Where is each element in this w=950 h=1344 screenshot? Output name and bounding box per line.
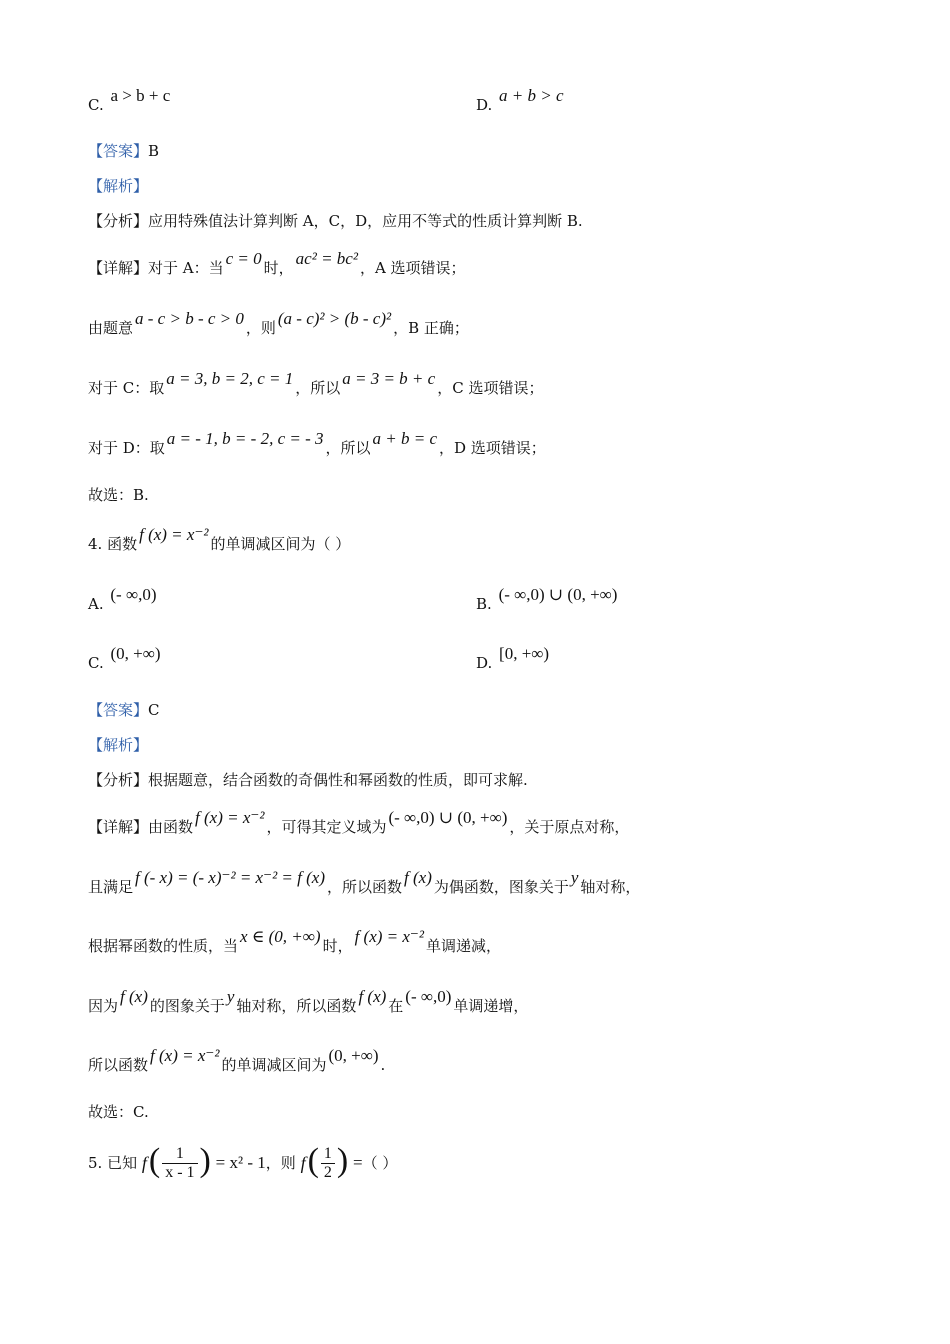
text: ，D 选项错误； (439, 439, 546, 457)
text: 时， (263, 259, 294, 277)
q4-detail-line-4 (88, 987, 529, 1016)
q4-detail-line-3 (88, 927, 502, 956)
paren-left: ( (307, 1142, 319, 1179)
math-expr: f (x) (120, 987, 148, 1006)
math-expr: a + b = c (372, 429, 438, 448)
math-expr: (- ∞,0) ∪ (0, +∞) (388, 808, 508, 827)
text: ，则 (265, 1154, 296, 1172)
text: 单调递减， (426, 937, 502, 955)
text: 在 (388, 997, 404, 1015)
q3-option-d (476, 86, 566, 115)
math-expr: = x² - 1 (215, 1153, 266, 1172)
math-expr: a - c > b - c > 0 (135, 309, 244, 328)
q4-option-a (88, 585, 159, 614)
equals-sign: = (353, 1153, 363, 1172)
text: 4. 函数 (88, 535, 138, 553)
math-expr: f (x) = x⁻² (354, 927, 425, 946)
math-expr: a > b + c (110, 86, 171, 105)
text: 且满足 (88, 878, 134, 896)
answer-value: B (148, 142, 160, 160)
option-label: A. (88, 595, 104, 613)
math-expr: (a - c)² > (b - c)² (277, 309, 392, 328)
option-label: B. (476, 595, 492, 613)
q4-option-c (88, 644, 163, 673)
math-expr: f (x) = x⁻² (150, 1046, 220, 1065)
math-expr: a = 3, b = 2, c = 1 (166, 369, 294, 388)
fenxi-text: 应用特殊值法计算判断 A，C，D，应用不等式的性质计算判断 B. (148, 212, 583, 230)
q3-analysis-heading (88, 176, 148, 196)
q4-stem (88, 525, 351, 554)
text: 轴对称，所以函数 (236, 997, 357, 1015)
q4-detail-line-5 (88, 1046, 386, 1075)
math-expr: [0, +∞) (499, 644, 550, 663)
q4-detail-line-1 (88, 808, 630, 837)
q3-option-c (88, 86, 172, 115)
q3-detail-line-3 (88, 369, 544, 398)
fenxi-text: 根据题意，结合函数的奇偶性和幂函数的性质，即可求解. (148, 771, 528, 789)
math-expr: (0, +∞) (110, 644, 161, 663)
text: （ ） (362, 1154, 398, 1172)
q4-option-d (476, 644, 551, 673)
answer-value: C (148, 701, 160, 719)
option-label: C. (88, 654, 104, 672)
text: 故选：C. (88, 1103, 149, 1121)
text: ，B 正确； (393, 319, 469, 337)
denominator: 2 (323, 1163, 332, 1181)
math-expr: c = 0 (225, 249, 262, 268)
math-expr: f (x) = x⁻² (139, 525, 209, 544)
text: 为偶函数，图象关于 (433, 878, 569, 896)
q4-fenxi (88, 770, 528, 790)
paren-right: ) (199, 1142, 211, 1179)
function-symbol: f (141, 1153, 147, 1173)
math-expr: ac² = bc² (295, 249, 358, 268)
denominator: x - 1 (165, 1163, 195, 1181)
detail-tag: 【详解】 (88, 818, 149, 836)
q3-detail-line-1 (88, 249, 466, 278)
analysis-tag: 【解析】 (88, 177, 149, 195)
text: 对于 A：当 (148, 259, 224, 277)
q4-answer (88, 700, 160, 720)
q4-detail-line-2 (88, 868, 641, 897)
math-expr: x ∈ (0, +∞) (240, 927, 321, 946)
math-expr: (- ∞,0) (405, 987, 452, 1006)
text: 对于 C：取 (88, 379, 165, 397)
paren-right: ) (336, 1142, 349, 1179)
text: . (380, 1056, 386, 1074)
text: ，所以函数 (327, 878, 403, 896)
text: 对于 D：取 (88, 439, 165, 457)
text: 5. 已知 (88, 1154, 138, 1172)
text: 由函数 (148, 818, 194, 836)
detail-tag: 【详解】 (88, 259, 149, 277)
text: ，所以 (325, 439, 371, 457)
math-expr: y (226, 987, 235, 1006)
text: 故选：B. (88, 486, 149, 504)
text: ，A 选项错误； (359, 259, 466, 277)
q5-stem (88, 1140, 397, 1185)
math-expr: (- ∞,0) (110, 585, 157, 604)
math-expr: (0, +∞) (328, 1046, 379, 1065)
fenxi-tag: 【分析】 (88, 771, 149, 789)
math-expr: f (x) (358, 987, 387, 1006)
q3-answer (88, 141, 159, 161)
math-expr: (- ∞,0) ∪ (0, +∞) (498, 585, 618, 604)
text: 的单调减区间为（ ） (210, 535, 351, 553)
fraction (321, 1145, 335, 1182)
fenxi-tag: 【分析】 (88, 212, 149, 230)
q3-fenxi (88, 211, 583, 231)
q4-conclusion (88, 1102, 149, 1122)
paren-left: ( (148, 1142, 161, 1179)
text: 的图象关于 (149, 997, 225, 1015)
text: 时， (322, 937, 353, 955)
q4-option-b (476, 585, 619, 614)
option-label: D. (476, 654, 493, 672)
text: 所以函数 (88, 1056, 149, 1074)
math-expr: a = - 1, b = - 2, c = - 3 (166, 429, 324, 448)
text: 由题意 (88, 319, 134, 337)
text: 因为 (88, 997, 119, 1015)
answer-tag: 【答案】 (88, 701, 149, 719)
analysis-tag: 【解析】 (88, 736, 149, 754)
q3-conclusion (88, 485, 149, 505)
option-label: C. (88, 96, 104, 114)
text: ，则 (245, 319, 276, 337)
numerator: 1 (321, 1145, 335, 1164)
text: ，关于原点对称， (509, 818, 630, 836)
math-expr: f (- x) = (- x)⁻² = x⁻² = f (x) (135, 868, 325, 887)
text: 单调递增， (453, 997, 529, 1015)
function-symbol: f (300, 1153, 306, 1173)
text: 的单调减区间为 (221, 1056, 327, 1074)
q3-detail-line-2 (88, 309, 469, 338)
option-label: D. (476, 96, 493, 114)
math-expr: y (570, 868, 579, 887)
q3-detail-line-4 (88, 429, 546, 458)
text: 根据幂函数的性质，当 (88, 937, 239, 955)
math-expr: a = 3 = b + c (342, 369, 436, 388)
text: 轴对称， (580, 878, 641, 896)
q4-analysis-heading (88, 735, 148, 755)
math-expr: f (x) = x⁻² (195, 808, 265, 827)
math-expr: a + b > c (499, 86, 564, 105)
text: ，C 选项错误； (437, 379, 544, 397)
numerator: 1 (162, 1145, 197, 1164)
text: ，所以 (295, 379, 341, 397)
fraction (162, 1145, 197, 1182)
answer-tag: 【答案】 (88, 142, 149, 160)
math-expr: f (x) (404, 868, 432, 887)
text: ，可得其定义域为 (266, 818, 387, 836)
